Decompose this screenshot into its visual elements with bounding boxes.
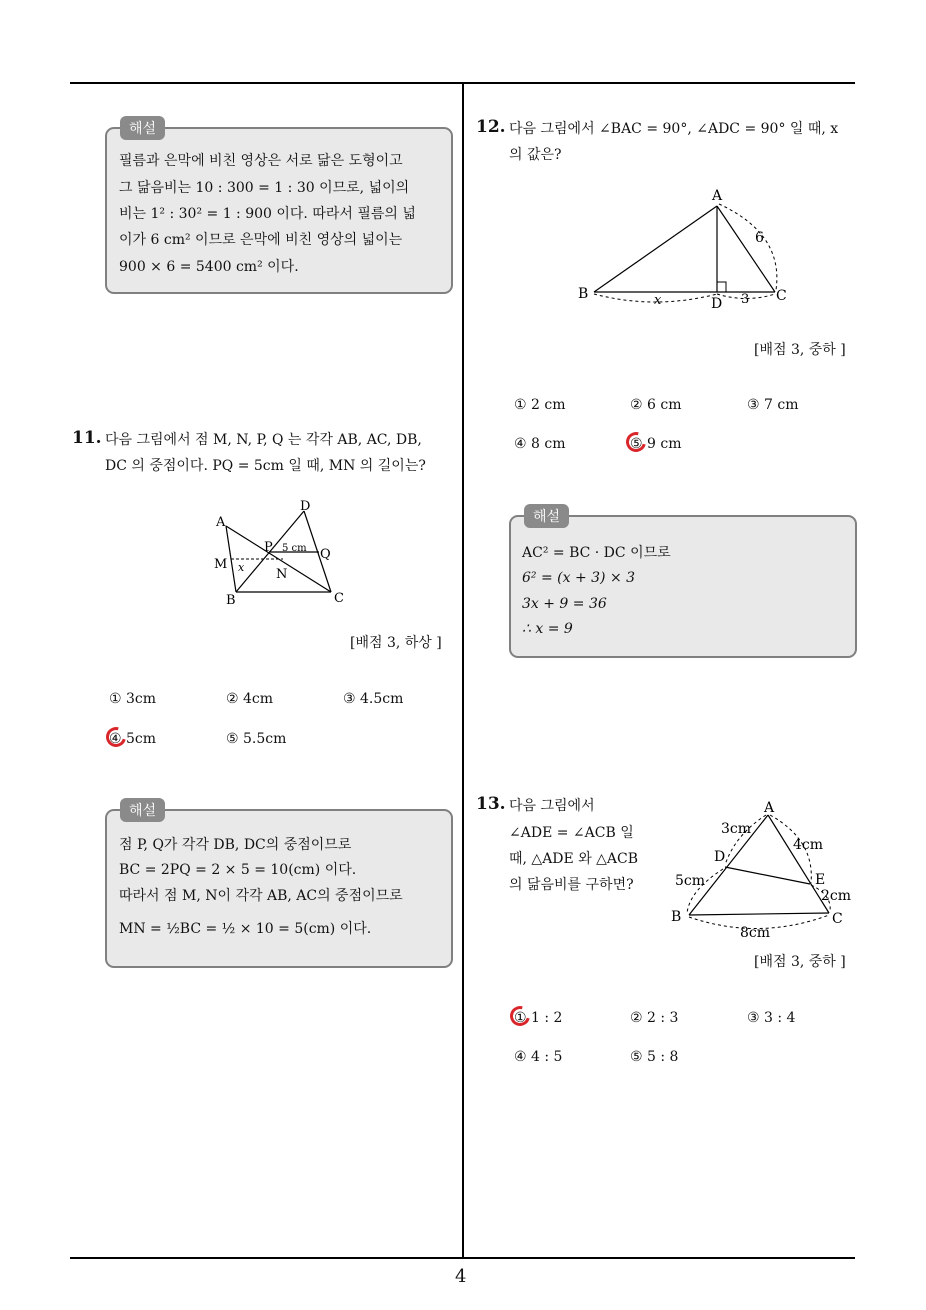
choice-4[interactable]: ④ 5cm	[109, 731, 157, 747]
solution-line: ∴ x = 9	[522, 621, 573, 637]
question-text: 다음 그림에서 점 M, N, P, Q 는 각각 AB, AC, DB,	[105, 432, 422, 448]
label-C: C	[334, 591, 344, 606]
label-M: M	[214, 557, 228, 572]
solution-tag: 해설	[120, 798, 165, 822]
choice-2[interactable]: ② 2 : 3	[630, 1010, 679, 1026]
label-six: 6	[755, 230, 764, 246]
solution-line: 6² = (x + 3) × 3	[522, 570, 636, 586]
choice-3[interactable]: ③ 3 : 4	[747, 1010, 796, 1026]
question-text: ∠ADE = ∠ACB 일	[509, 825, 634, 841]
choice-3[interactable]: ③ 4.5cm	[343, 691, 404, 707]
choice-2[interactable]: ② 4cm	[226, 691, 274, 707]
label-Q: Q	[320, 547, 331, 562]
grade: [배점 3, 중하 ]	[754, 954, 846, 970]
choice-5[interactable]: ⑤ 9 cm	[630, 436, 682, 452]
label-three: 3	[741, 292, 750, 307]
solution-line: 900 × 6 = 5400 cm² 이다.	[119, 259, 299, 275]
label-bc-length: 8cm	[740, 925, 771, 941]
label-x: x	[654, 293, 662, 308]
label-N: N	[276, 567, 288, 582]
label-D: D	[711, 296, 723, 312]
choice-1[interactable]: ① 1 : 2	[514, 1010, 563, 1026]
question-text: 의 닮음비를 구하면?	[509, 877, 634, 893]
column-divider	[462, 83, 464, 1258]
label-B: B	[226, 593, 236, 606]
label-E: E	[815, 872, 826, 888]
label-x: x	[238, 561, 245, 574]
question-number: 13.	[476, 794, 506, 814]
solution-line: MN = ½BC = ½ × 10 = 5(cm) 이다.	[119, 921, 372, 937]
choice-4[interactable]: ④ 4 : 5	[514, 1049, 563, 1065]
choice-1[interactable]: ① 2 cm	[514, 397, 566, 413]
solution-line: 점 P, Q가 각각 DB, DC의 중점이므로	[119, 837, 352, 853]
solution-line: 그 닮음비는 10 : 300 = 1 : 30 이므로, 넓이의	[119, 180, 410, 196]
question-text: 때, △ADE 와 △ACB	[509, 851, 639, 867]
choice-1[interactable]: ① 3cm	[109, 691, 157, 707]
solution-line: 필름과 은막에 비친 영상은 서로 닮은 도형이고	[119, 153, 403, 169]
choice-5[interactable]: ⑤ 5.5cm	[226, 731, 287, 747]
label-ae-length: 4cm	[793, 837, 824, 853]
page-number: 4	[455, 1266, 467, 1287]
label-D: D	[714, 849, 726, 865]
solution-line: 이가 6 cm² 이므로 은막에 비친 영상의 넓이는	[119, 232, 403, 248]
solution-line: 3x + 9 = 36	[522, 596, 607, 612]
question-text: 의 값은?	[509, 147, 562, 163]
label-A: A	[764, 800, 775, 816]
label-db-length: 5cm	[675, 873, 706, 889]
q13-figure	[665, 795, 860, 945]
solution-tag: 해설	[524, 504, 569, 528]
question-text: DC 의 중점이다. PQ = 5cm 일 때, MN 의 길이는?	[105, 458, 426, 474]
label-B: B	[671, 909, 682, 925]
solution-line: 따라서 점 M, N이 각각 AB, AC의 중점이므로	[119, 888, 403, 904]
label-D: D	[300, 499, 311, 514]
choice-5[interactable]: ⑤ 5 : 8	[630, 1049, 679, 1065]
label-C: C	[776, 288, 787, 304]
solution-line: BC = 2PQ = 2 × 5 = 10(cm) 이다.	[119, 862, 357, 878]
solution-tag: 해설	[120, 116, 165, 140]
solution-line: 비는 1² : 30² = 1 : 900 이다. 따라서 필름의 넓	[119, 206, 416, 222]
question-number: 12.	[476, 117, 506, 137]
q12-figure	[570, 184, 800, 314]
label-ad-length: 3cm	[721, 821, 752, 837]
question-text: 다음 그림에서 ∠BAC = 90°, ∠ADC = 90° 일 때, x	[509, 121, 839, 137]
question-text: 다음 그림에서	[509, 798, 595, 814]
label-A: A	[712, 188, 723, 204]
q11-figure	[208, 496, 358, 606]
label-C: C	[832, 911, 843, 927]
label-pq-length: 5 cm	[282, 543, 307, 554]
bottom-rule	[70, 1257, 855, 1259]
grade: [배점 3, 중하 ]	[754, 342, 846, 358]
solution-line: AC² = BC · DC 이므로	[522, 545, 671, 561]
label-ec-length: 2cm	[821, 888, 852, 904]
grade: [배점 3, 하상 ]	[350, 635, 442, 651]
label-B: B	[578, 286, 589, 302]
label-P: P	[264, 540, 273, 555]
choice-2[interactable]: ② 6 cm	[630, 397, 682, 413]
label-A: A	[216, 515, 226, 530]
question-number: 11.	[72, 428, 102, 448]
choice-3[interactable]: ③ 7 cm	[747, 397, 799, 413]
choice-4[interactable]: ④ 8 cm	[514, 436, 566, 452]
